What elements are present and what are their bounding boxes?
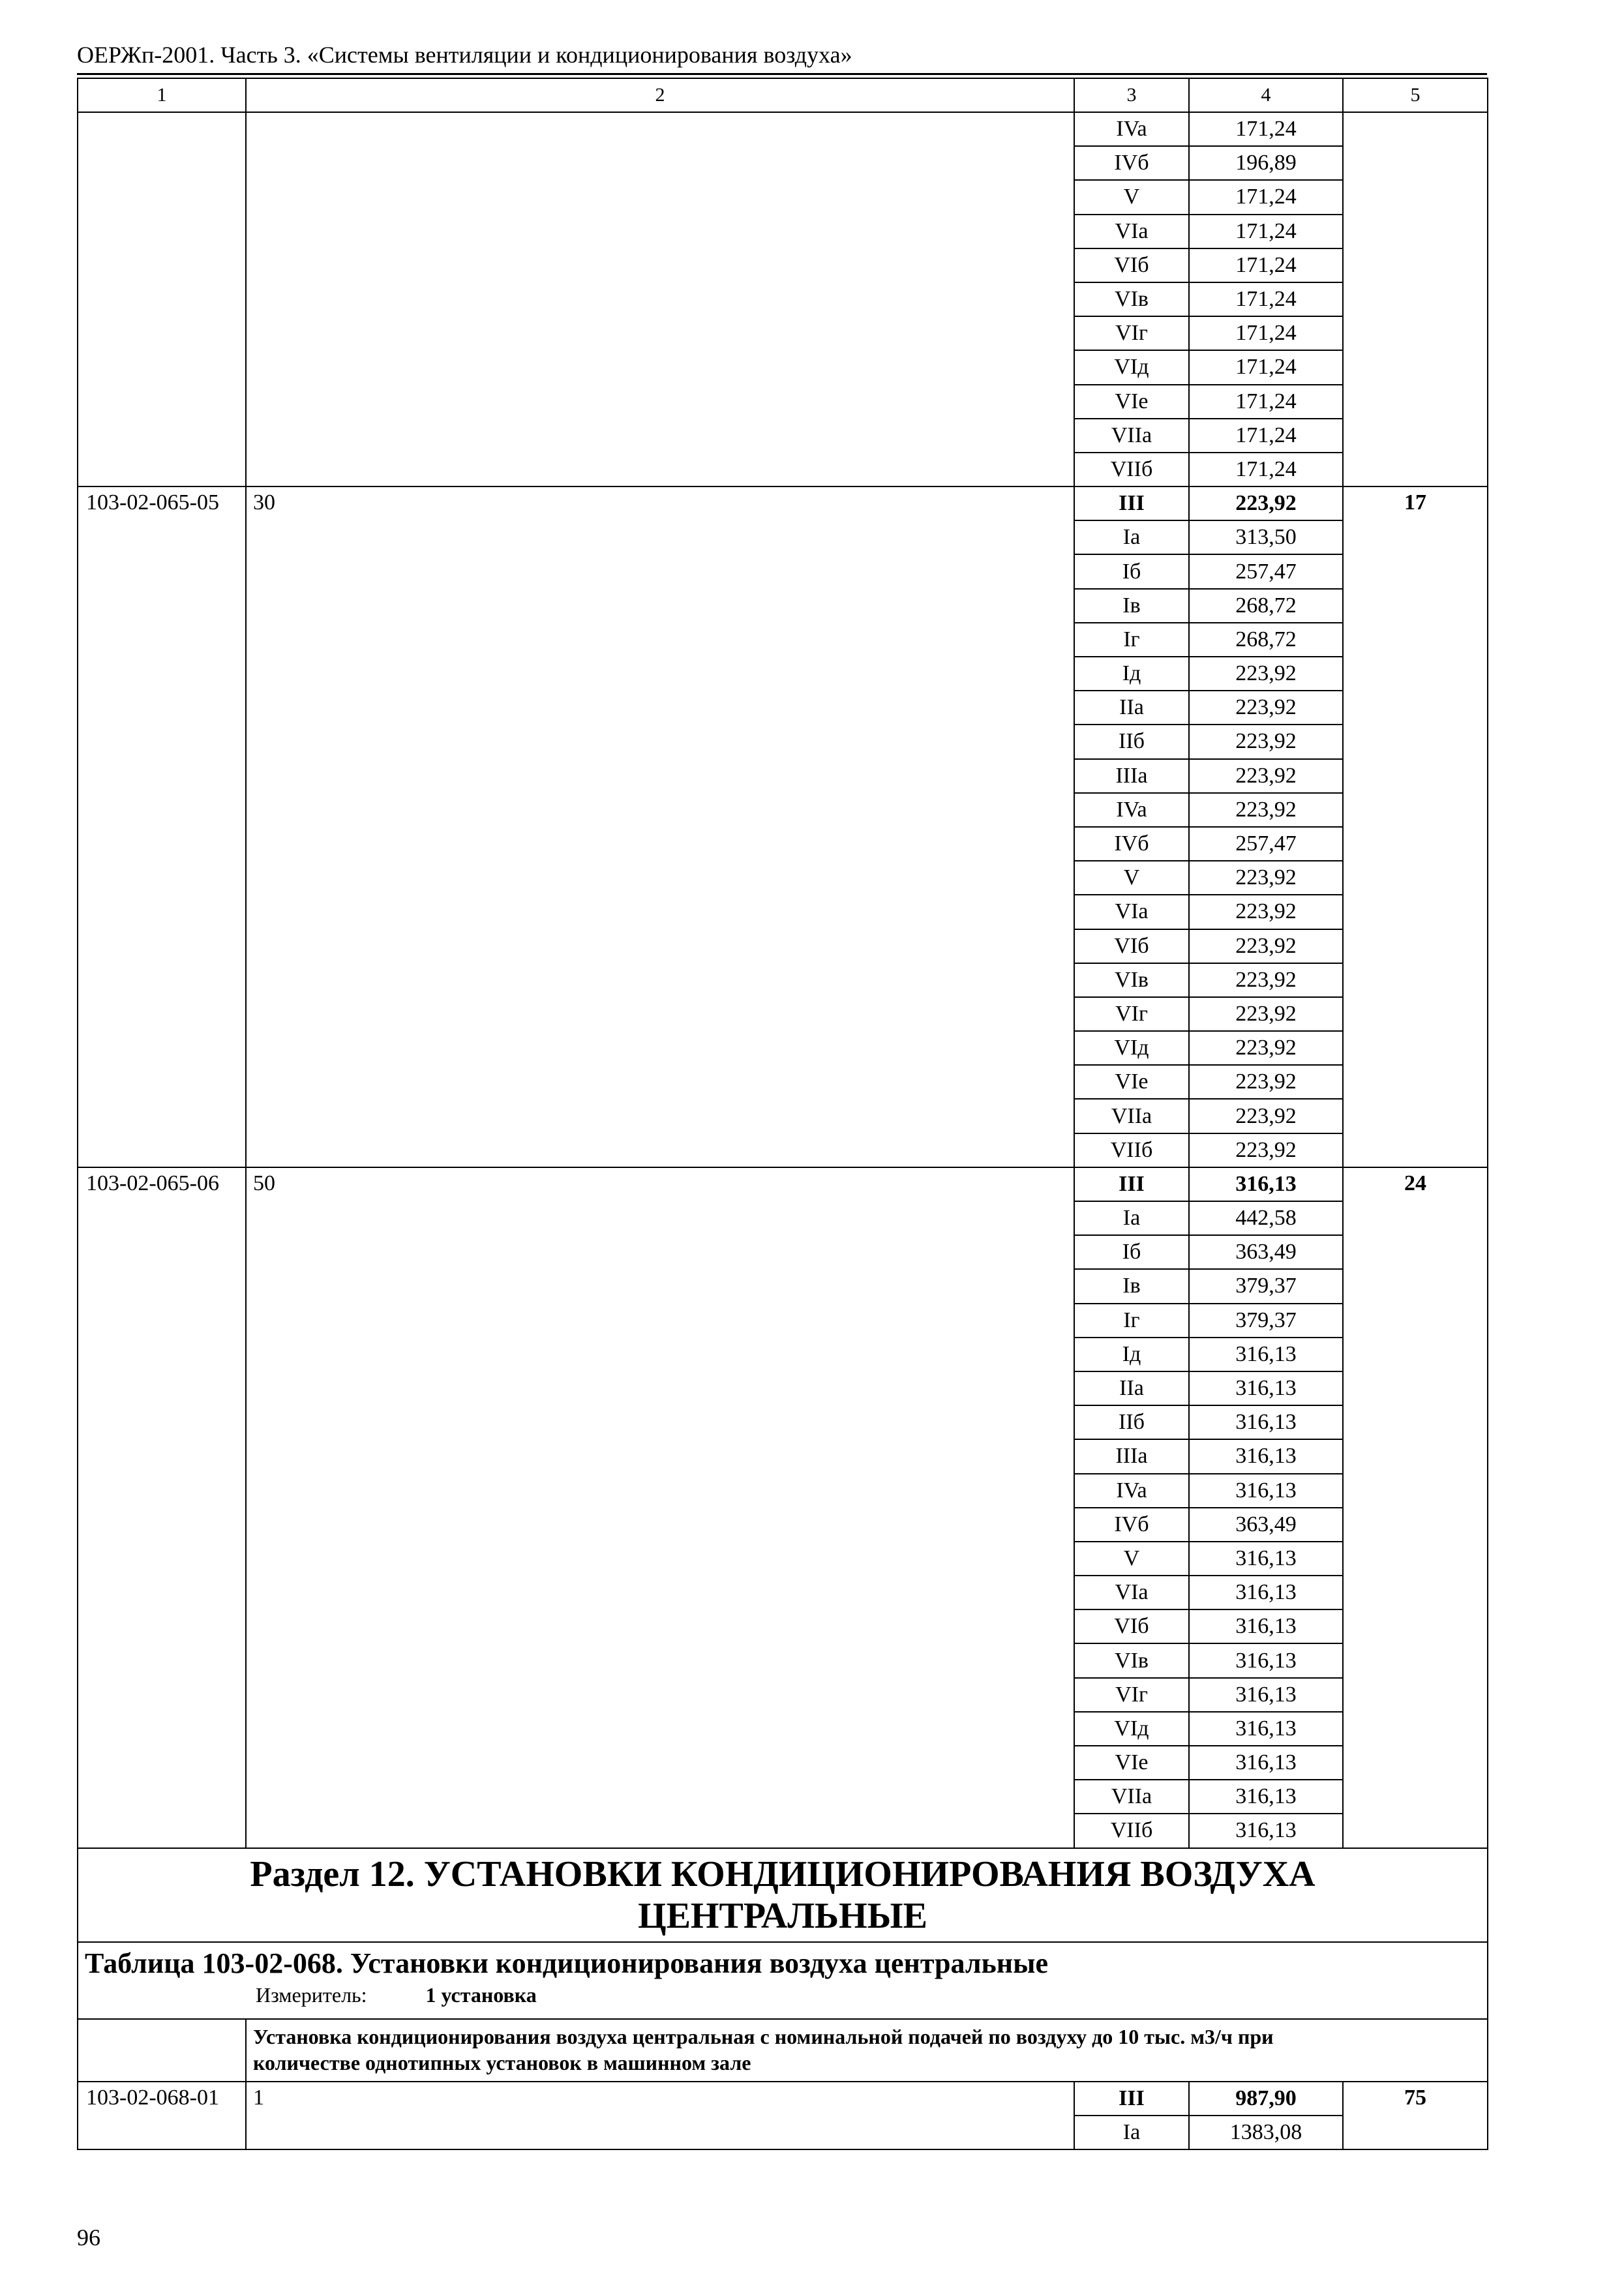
- rate-cell: 316,13: [1189, 1439, 1343, 1473]
- rate-cell: 223,92: [1189, 895, 1343, 929]
- zone-cell: VIд: [1074, 350, 1189, 384]
- rate-cell: 316,13: [1189, 1338, 1343, 1371]
- zone-cell: VIIa: [1074, 1099, 1189, 1133]
- header-rule: [77, 73, 1487, 75]
- rate-cell: 363,49: [1189, 1235, 1343, 1269]
- rate-cell: 379,37: [1189, 1304, 1343, 1338]
- parameter-cell: 30: [246, 486, 1074, 1167]
- zone-cell: VIб: [1074, 248, 1189, 282]
- section-heading: [78, 1848, 1488, 1942]
- zone-cell: III: [1074, 2082, 1189, 2116]
- zone-cell: VIIб: [1074, 1133, 1189, 1167]
- rate-cell: 316,13: [1189, 1643, 1343, 1677]
- rate-cell: 196,89: [1189, 146, 1343, 180]
- description-line: Установка кондиционирования воздуха центральная с номинальной подачей по воздуху до 10 тыс. м3/ч при: [253, 2024, 1274, 2048]
- zone-cell: IVa: [1074, 1474, 1189, 1508]
- zone-cell: Iд: [1074, 657, 1189, 691]
- column-number: 2: [246, 78, 1074, 112]
- zone-cell: VIa: [1074, 215, 1189, 248]
- zone-cell: VIв: [1074, 282, 1189, 316]
- rate-cell: 171,24: [1189, 350, 1343, 384]
- rate-cell: 171,24: [1189, 215, 1343, 248]
- meter: [78, 1981, 1487, 2009]
- rate-cell: 316,13: [1189, 1746, 1343, 1780]
- zone-cell: IIIa: [1074, 759, 1189, 793]
- rate-cell: 316,13: [1189, 1609, 1343, 1643]
- description-line: количестве однотипных установок в машинном зале: [253, 2050, 751, 2074]
- parameter-cell: [246, 112, 1074, 486]
- code-cell: 103-02-065-05: [78, 486, 246, 1167]
- table-row: [78, 486, 1488, 520]
- table-row: [78, 112, 1488, 146]
- zone-cell: IIa: [1074, 691, 1189, 725]
- zone-cell: VIв: [1074, 963, 1189, 997]
- rate-cell: 171,24: [1189, 419, 1343, 453]
- zone-cell: III: [1074, 1167, 1189, 1201]
- rate-cell: 171,24: [1189, 316, 1343, 350]
- rate-cell: 171,24: [1189, 180, 1343, 214]
- zone-cell: Iв: [1074, 1269, 1189, 1303]
- zone-cell: VIIa: [1074, 419, 1189, 453]
- rate-cell: 316,13: [1189, 1576, 1343, 1609]
- zone-cell: IVб: [1074, 827, 1189, 861]
- zone-cell: Iб: [1074, 1235, 1189, 1269]
- rate-cell: 316,13: [1189, 1167, 1343, 1201]
- rate-cell: 316,13: [1189, 1371, 1343, 1405]
- zone-cell: VIIб: [1074, 453, 1189, 486]
- zone-cell: Iв: [1074, 589, 1189, 623]
- column-number: 1: [78, 78, 246, 112]
- zone-cell: VIд: [1074, 1712, 1189, 1746]
- column-number: 5: [1343, 78, 1488, 112]
- zone-cell: Ia: [1074, 2116, 1189, 2149]
- rate-cell: 171,24: [1189, 453, 1343, 486]
- zone-cell: VIIб: [1074, 1814, 1189, 1848]
- section-heading-line: ЦЕНТРАЛЬНЫЕ: [638, 1895, 927, 1936]
- zone-cell: VIг: [1074, 316, 1189, 350]
- code-cell: 103-02-068-01: [78, 2082, 246, 2149]
- zone-cell: VIa: [1074, 1576, 1189, 1609]
- rate-cell: 1383,08: [1189, 2116, 1343, 2149]
- zone-cell: V: [1074, 861, 1189, 895]
- rate-cell: 316,13: [1189, 1780, 1343, 1814]
- meter-label: Измеритель:: [256, 1982, 367, 2007]
- zone-cell: III: [1074, 486, 1189, 520]
- table-title-row: [78, 1942, 1488, 2019]
- page-number: 96: [77, 2224, 100, 2251]
- rate-cell: 316,13: [1189, 1542, 1343, 1576]
- rate-cell: 171,24: [1189, 248, 1343, 282]
- zone-cell: VIa: [1074, 895, 1189, 929]
- rate-cell: 223,92: [1189, 929, 1343, 963]
- zone-cell: VIе: [1074, 385, 1189, 419]
- col5-cell: 17: [1343, 486, 1488, 1167]
- zone-cell: VIд: [1074, 1031, 1189, 1065]
- rate-cell: 223,92: [1189, 997, 1343, 1031]
- description-row: [78, 2019, 1488, 2082]
- zone-cell: Ia: [1074, 520, 1189, 554]
- zone-cell: IVa: [1074, 112, 1189, 146]
- rate-cell: 268,72: [1189, 589, 1343, 623]
- rate-cell: 257,47: [1189, 827, 1343, 861]
- table-row: [78, 2082, 1488, 2116]
- zone-cell: Iг: [1074, 1304, 1189, 1338]
- zone-cell: VIе: [1074, 1746, 1189, 1780]
- rate-cell: 223,92: [1189, 1065, 1343, 1099]
- zone-cell: VIг: [1074, 997, 1189, 1031]
- zone-cell: IVб: [1074, 146, 1189, 180]
- table-title-cell: [78, 1942, 1488, 2019]
- zone-cell: Iд: [1074, 1338, 1189, 1371]
- zone-cell: VIб: [1074, 929, 1189, 963]
- rate-cell: 316,13: [1189, 1678, 1343, 1712]
- table-row: [78, 1167, 1488, 1201]
- col5-cell: [1343, 112, 1488, 486]
- rate-cell: 223,92: [1189, 1133, 1343, 1167]
- zone-cell: Iг: [1074, 623, 1189, 657]
- zone-cell: IIб: [1074, 1405, 1189, 1439]
- rate-cell: 379,37: [1189, 1269, 1343, 1303]
- rate-cell: 223,92: [1189, 1099, 1343, 1133]
- rate-cell: 223,92: [1189, 963, 1343, 997]
- code-cell: 103-02-065-06: [78, 1167, 246, 1848]
- rate-cell: 223,92: [1189, 486, 1343, 520]
- rate-cell: 442,58: [1189, 1201, 1343, 1235]
- zone-cell: VIб: [1074, 1609, 1189, 1643]
- col5-cell: 24: [1343, 1167, 1488, 1848]
- code-cell: [78, 112, 246, 486]
- rate-cell: 171,24: [1189, 282, 1343, 316]
- rate-cell: 268,72: [1189, 623, 1343, 657]
- rate-cell: 316,13: [1189, 1814, 1343, 1848]
- rate-cell: 223,92: [1189, 759, 1343, 793]
- rate-cell: 987,90: [1189, 2082, 1343, 2116]
- column-number: 3: [1074, 78, 1189, 112]
- rate-cell: 223,92: [1189, 657, 1343, 691]
- zone-cell: Ia: [1074, 1201, 1189, 1235]
- column-numbers-row: [78, 78, 1488, 112]
- zone-cell: VIв: [1074, 1643, 1189, 1677]
- zone-cell: Iб: [1074, 554, 1189, 588]
- rate-cell: 223,92: [1189, 861, 1343, 895]
- rate-cell: 316,13: [1189, 1474, 1343, 1508]
- section-heading-row: [78, 1848, 1488, 1942]
- code-cell: [78, 2019, 246, 2082]
- description-cell: [246, 2019, 1488, 2082]
- rate-cell: 223,92: [1189, 1031, 1343, 1065]
- zone-cell: VIе: [1074, 1065, 1189, 1099]
- rate-cell: 316,13: [1189, 1405, 1343, 1439]
- zone-cell: IIa: [1074, 1371, 1189, 1405]
- zone-cell: IIб: [1074, 725, 1189, 758]
- zone-cell: IVa: [1074, 793, 1189, 827]
- rate-cell: 171,24: [1189, 385, 1343, 419]
- zone-cell: IVб: [1074, 1508, 1189, 1542]
- rates-table-body: [78, 78, 1488, 2149]
- meter-unit: 1 установка: [425, 1982, 537, 2007]
- col5-cell: 75: [1343, 2082, 1488, 2149]
- rate-cell: 363,49: [1189, 1508, 1343, 1542]
- parameter-cell: 50: [246, 1167, 1074, 1848]
- column-number: 4: [1189, 78, 1343, 112]
- zone-cell: IIIa: [1074, 1439, 1189, 1473]
- rate-cell: 223,92: [1189, 691, 1343, 725]
- zone-cell: VIIa: [1074, 1780, 1189, 1814]
- rate-cell: 313,50: [1189, 520, 1343, 554]
- zone-cell: VIг: [1074, 1678, 1189, 1712]
- rate-cell: 171,24: [1189, 112, 1343, 146]
- rate-cell: 257,47: [1189, 554, 1343, 588]
- rates-table: [77, 78, 1488, 2150]
- rate-cell: 223,92: [1189, 725, 1343, 758]
- zone-cell: V: [1074, 1542, 1189, 1576]
- section-heading-line: Раздел 12. УСТАНОВКИ КОНДИЦИОНИРОВАНИЯ ВОЗДУХА: [250, 1853, 1316, 1894]
- rate-cell: 316,13: [1189, 1712, 1343, 1746]
- table-title: Таблица 103-02-068. Установки кондиционирования воздуха центральные: [85, 1947, 1049, 1979]
- zone-cell: V: [1074, 180, 1189, 214]
- rate-cell: 223,92: [1189, 793, 1343, 827]
- running-header: ОЕРЖп-2001. Часть 3. «Системы вентиляции и кондиционирования воздуха»: [77, 42, 852, 68]
- parameter-cell: 1: [246, 2082, 1074, 2149]
